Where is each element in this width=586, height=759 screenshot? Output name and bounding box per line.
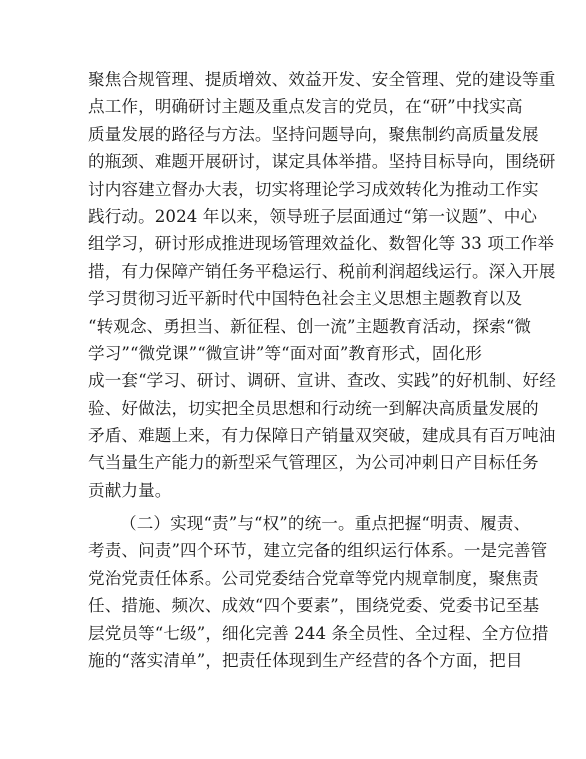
text-line: 措，有力保障产销任务平稳运行、税前利润超线运行。深入开展 [88, 261, 556, 281]
text-line: 任、措施、频次、成效“四个要素”，围绕党委、党委书记至基 [88, 596, 540, 616]
section-heading-line: （二）实现“责”与“权”的统一。重点把握“明责、履责、 [120, 514, 531, 533]
text-line: 考责、问责”四个环节，建立完备的组织运行体系。一是完善管 [88, 541, 548, 561]
text-line: 学习贯彻习近平新时代中国特色社会主义思想主题教育以及 [88, 289, 523, 309]
text-line: 层党员等“七级”，细化完善 244 条全员性、全过程、全方位措 [88, 623, 549, 643]
text-line: 党治党责任体系。公司党委结合党章等党内规章制度，聚焦责 [88, 568, 539, 588]
text-line: 组学习，研讨形成推进现场管理效益化、数智化等 33 项工作举 [88, 234, 555, 254]
text-line: 气当量生产能力的新型采气管理区，为公司冲刺日产目标任务 [88, 453, 539, 473]
text-line: 成一套“学习、研讨、调研、宣讲、查改、实践”的好机制、好经 [88, 371, 556, 391]
text-line: “转观念、勇担当、新征程、创一流”主题教育活动，探索“微 [88, 316, 532, 336]
text-line: 学习”“微党课”“微宣讲”等“面对面”教育形式，固化形 [88, 343, 482, 363]
paragraph-continuation [88, 66, 556, 504]
text-line: 贡献力量。 [88, 480, 172, 500]
text-line: 质量发展的路径与方法。坚持问题导向，聚焦制约高质量发展 [88, 124, 539, 144]
text-line: 点工作，明确研讨主题及重点发言的党员，在“研”中找实高 [88, 97, 523, 117]
text-line: 聚焦合规管理、提质增效、效益开发、安全管理、党的建设等重 [88, 70, 556, 89]
text-line: 矛盾、难题上来，有力保障日产销量双突破，建成具有百万吨油 [88, 426, 556, 446]
text-line: 的瓶颈、难题开展研讨，谋定具体举措。坚持目标导向，围绕研 [88, 152, 556, 172]
section-paragraph [88, 510, 549, 674]
text-line: 验、好做法，切实把全员思想和行动统一到解决高质量发展的 [88, 398, 539, 418]
text-line: 讨内容建立督办大表，切实将理论学习成效转化为推动工作实 [88, 179, 539, 199]
text-line: 施的“落实清单”，把责任体现到生产经营的各个方面，把目 [88, 650, 523, 670]
text-line: 践行动。2024 年以来，领导班子层面通过“第一议题”、中心 [88, 206, 538, 226]
